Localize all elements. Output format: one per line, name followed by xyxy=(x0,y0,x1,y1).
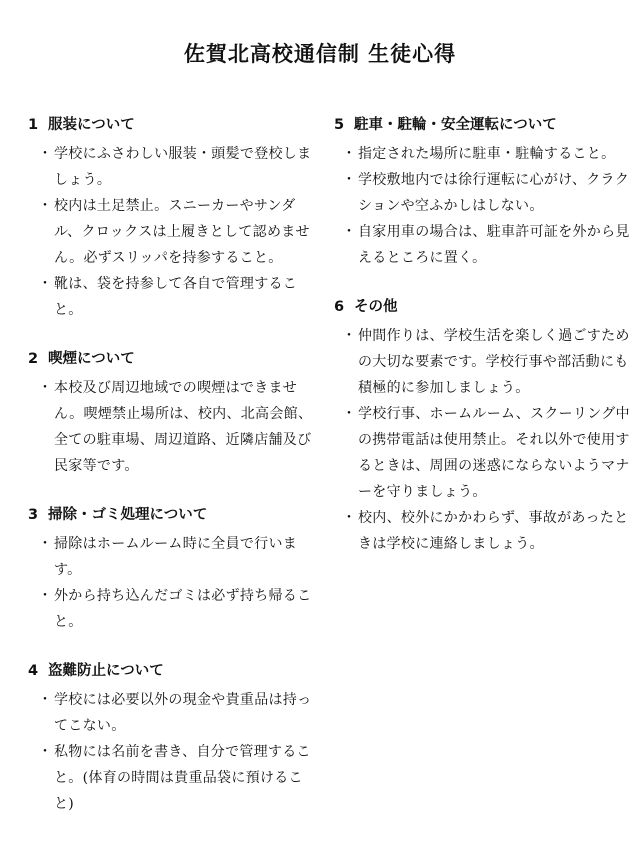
rule-list xyxy=(28,687,318,817)
section-heading xyxy=(28,350,318,368)
rule-item xyxy=(28,687,318,739)
rule-list xyxy=(28,141,318,323)
rule-item xyxy=(334,323,634,401)
rule-item xyxy=(28,739,318,817)
rule-item xyxy=(334,167,634,219)
bullet-icon: ・ xyxy=(38,380,53,396)
section-heading xyxy=(334,298,634,316)
section-5 xyxy=(334,116,634,271)
rule-text: 校内、校外にかかわらず、事故があったときは学校に連絡しましょう。 xyxy=(358,510,629,552)
right-column xyxy=(334,116,634,584)
bullet-icon: ・ xyxy=(342,224,357,240)
rule-text: 掃除はホームルーム時に全員で行います。 xyxy=(54,536,298,578)
rule-item xyxy=(28,583,318,635)
rule-text: 私物には名前を書き、自分で管理すること。(体育の時間は貴重品袋に預けること) xyxy=(54,744,311,812)
section-heading xyxy=(334,116,634,134)
bullet-icon: ・ xyxy=(342,146,357,162)
section-heading xyxy=(28,506,318,524)
section-4 xyxy=(28,662,318,817)
section-number: 3 xyxy=(28,507,39,523)
rule-text: 本校及び周辺地域での喫煙はできません。喫煙禁止場所は、校内、北高会館、全ての駐車場、周辺道路、近隣店舗及び民家等です。 xyxy=(54,380,313,474)
section-number: 4 xyxy=(28,663,39,679)
left-column xyxy=(28,116,318,844)
section-heading xyxy=(28,662,318,680)
rule-item xyxy=(334,505,634,557)
page-title: 佐賀北高校通信制 生徒心得 xyxy=(183,42,457,66)
rule-item xyxy=(28,531,318,583)
section-1 xyxy=(28,116,318,323)
section-heading-text: 服装について xyxy=(48,117,135,133)
rule-text: 学校にふさわしい服装・頭髪で登校しましょう。 xyxy=(54,146,312,188)
bullet-icon: ・ xyxy=(342,328,357,344)
bullet-icon: ・ xyxy=(38,146,53,162)
bullet-icon: ・ xyxy=(342,406,357,422)
rule-text: 仲間作りは、学校生活を楽しく過ごすための大切な要素です。学校行事や部活動にも積極的に参加しましょう。 xyxy=(358,328,630,396)
section-number: 2 xyxy=(28,351,39,367)
section-heading xyxy=(28,116,318,134)
section-heading-text: 喫煙について xyxy=(48,351,135,367)
section-3 xyxy=(28,506,318,635)
rule-item xyxy=(28,271,318,323)
section-number: 6 xyxy=(334,299,345,315)
rule-text: 靴は、袋を持参して各自で管理すること。 xyxy=(54,276,298,318)
rule-item xyxy=(334,219,634,271)
bullet-icon: ・ xyxy=(38,588,53,604)
bullet-icon: ・ xyxy=(38,692,53,708)
bullet-icon: ・ xyxy=(342,510,357,526)
rule-text: 学校には必要以外の現金や貴重品は持ってこない。 xyxy=(54,692,312,734)
rule-list xyxy=(28,531,318,635)
rule-list xyxy=(334,323,634,557)
section-heading-text: その他 xyxy=(354,299,398,315)
rule-text: 校内は土足禁止。スニーカーやサンダル、クロックスは上履きとして認めません。必ずスリッパを持参すること。 xyxy=(54,198,310,266)
rule-item xyxy=(334,401,634,505)
section-heading-text: 盗難防止について xyxy=(48,663,164,679)
bullet-icon: ・ xyxy=(38,276,53,292)
rule-text: 学校行事、ホームルーム、スクーリング中の携帯電話は使用禁止。それ以外で使用するときは、周囲の迷惑にならないようマナーを守りましょう。 xyxy=(358,406,630,500)
rule-text: 自家用車の場合は、駐車許可証を外から見えるところに置く。 xyxy=(358,224,630,266)
rule-text: 指定された場所に駐車・駐輪すること。 xyxy=(358,146,616,162)
rule-item xyxy=(28,193,318,271)
rule-list xyxy=(334,141,634,271)
section-heading-text: 掃除・ゴミ処理について xyxy=(48,507,208,523)
bullet-icon: ・ xyxy=(342,172,357,188)
rule-item xyxy=(28,141,318,193)
bullet-icon: ・ xyxy=(38,198,53,214)
rule-text: 外から持ち込んだゴミは必ず持ち帰ること。 xyxy=(54,588,312,630)
bullet-icon: ・ xyxy=(38,744,53,760)
bullet-icon: ・ xyxy=(38,536,53,552)
section-2 xyxy=(28,350,318,479)
rule-text: 学校敷地内では徐行運転に心がけ、クラクションや空ふかしはしない。 xyxy=(358,172,630,214)
rule-item xyxy=(334,141,634,167)
rule-list xyxy=(28,375,318,479)
section-6 xyxy=(334,298,634,557)
section-heading-text: 駐車・駐輪・安全運転について xyxy=(354,117,557,133)
rule-item xyxy=(28,375,318,479)
section-number: 5 xyxy=(334,117,345,133)
section-number: 1 xyxy=(28,117,39,133)
